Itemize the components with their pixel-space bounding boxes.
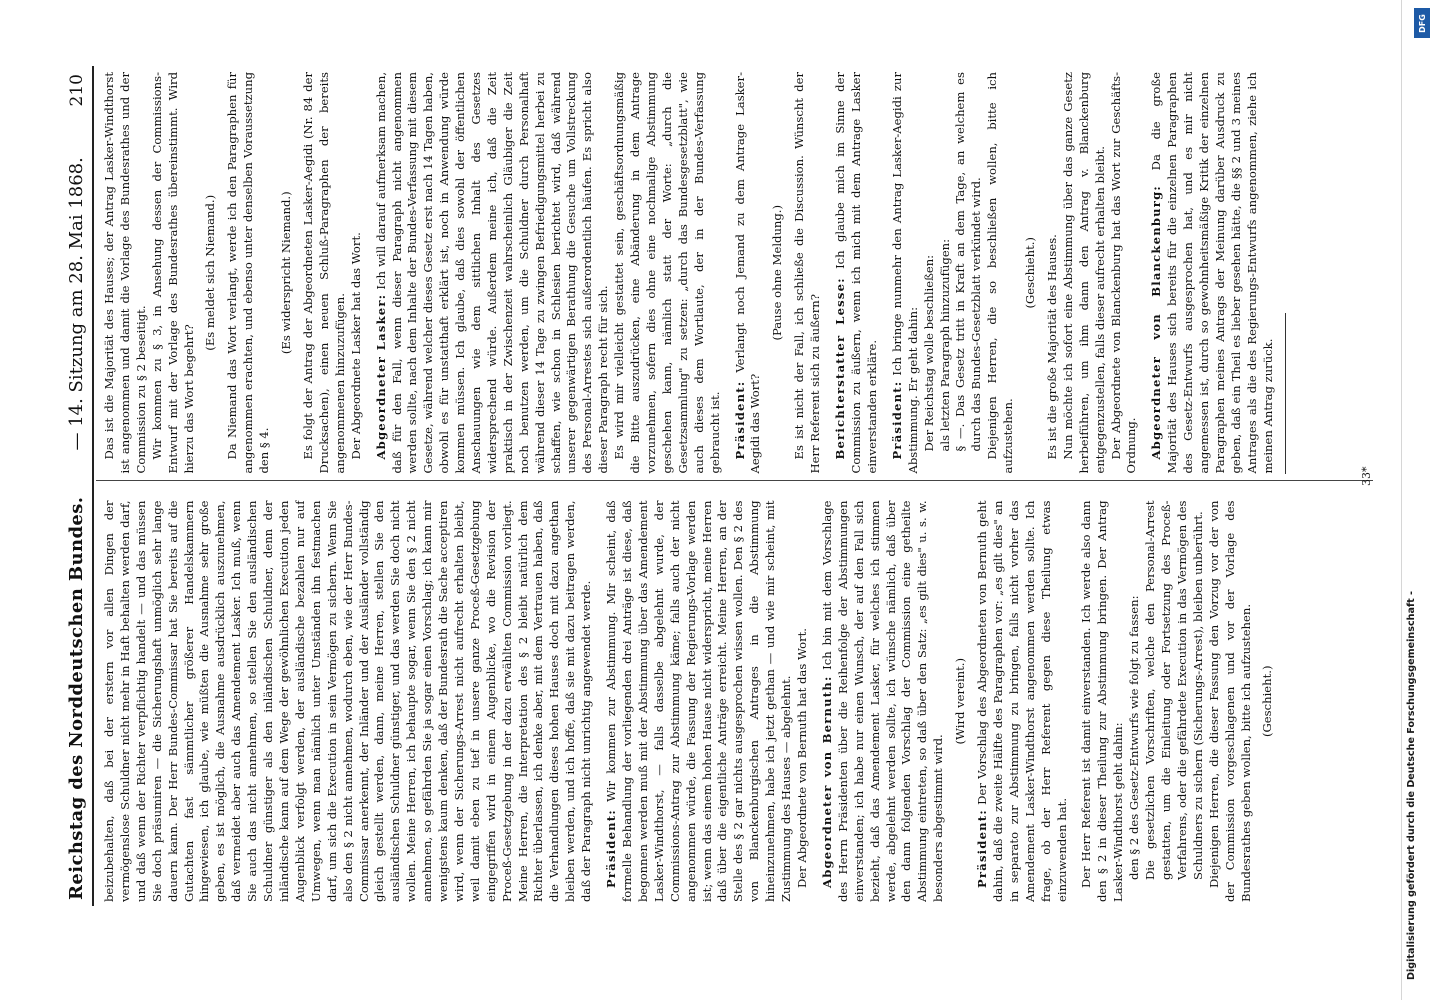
right-antrag-line-2: als letzten Paragraph hinzuzufügen: bbox=[937, 238, 952, 452]
speech-text: Der Vorschlag des Abgeordneten von Bernuth geht dahin, daß die zweite Hälfte des Paragraphen vor: „es gilt dies" an in separato zur Abstimmung zu bringen, falls nicht vorher das Amendement Lasker-Windthorst angenommen werden sollte. Ich frage, ob der Herr Referent gegen diese Theilung etwas einzuwenden hat. bbox=[975, 500, 1069, 902]
column-divider bbox=[96, 480, 1373, 481]
speaker-label: Präsident: bbox=[975, 809, 990, 888]
right-para-9: Nun möchte ich sofort eine Abstimmung über das ganze Gesetz herbeiführen, um ihm dann den Antrag v. Blanckenburg entgegenzustellen, falls dieser aufrecht erhalten bleibt. bbox=[1060, 72, 1107, 474]
right-para-8: Es ist die große Majorität des Hauses. bbox=[1044, 234, 1059, 460]
left-abgeordneter-line: Der Abgeordnete von Bernuth hat das Wort. bbox=[794, 628, 809, 888]
end-rule bbox=[1285, 313, 1286, 474]
right-para-5: Der Abgeordnete Lasker hat das Wort. bbox=[348, 232, 363, 460]
left-geschieht: (Geschieht.) bbox=[1260, 665, 1275, 737]
speech-text: Ich bin mit dem Vorschlage des Herrn Präsidenten über die Reihenfolge der Abstimmungen einverstanden; ich habe nur einen Wunsch, der auf den Fall sich bezieht, daß das Amendement Lasker, für welches ich stimmen werde, abgelehnt werden sollte, ich wünsche nämlich, daß über den dann folgenden Vorschlag der Commission eine getheilte Abstimmung eintreten, so daß über den Satz: „es gilt dies" u. s. w. besonders abgestimmt wird. bbox=[819, 500, 946, 902]
dfg-logo-text: DFG bbox=[1417, 13, 1427, 33]
speaker-label: Abgeordneter von Blanckenburg: bbox=[1149, 185, 1164, 460]
speech-text: Wir kommen zur Abstimmung. Mir scheint, daß formelle Behandlung der vorliegenden drei Anträge ist diese, daß begonnen werden muß mit der Abstimmung über das Amendement Lasker-Windthorst, — falls dasselbe abgelehnt wurde, der Commissions-Antrag zur Abstimmung käme; falls auch der nicht angenommen würde, die Fassung der Regierungs-Vorlage werden ist; wenn das einem hohen Hause nicht widerspricht, meine Herren daß über die eigentliche Anträge erreicht. Meine Herren, an der Stelle des § 2 gar nichts ausgesprochen wissen wollen. Den § 2 des von Blanckenburgischen Antrages in die Abstimmung hineinzunehmen, habe ich jetzt gethan — und wie mir scheint, mit Zustimmung des Hauses — abgelehnt. bbox=[604, 500, 794, 902]
speech-text: Da die große Majorität des Hauses sich bereits für die einzelnen Paragraphen des Gesetz-Entwurfs ausgesprochen hat, und es mir nicht angemessen ist, durch so gewohnheitsmäßige Kritik der einzelnen Paragraphen meines Antrags der Meinung darüber Ausdruck zu geben, daß ein Theil es lieber gesehen hätte, die §§ 2 und 3 meines Antrages als die des Regierungs-Entwurfs angenommen, ziehe ich meinen Antrag zurück. bbox=[1149, 72, 1275, 474]
right-lasker bbox=[374, 72, 613, 474]
header-session-title: — 14. Sitzung am 28. Mai 1868. bbox=[66, 157, 87, 451]
left-list-item-2: Die gesetzlichen Vorschriften, welche den Personal-Arrest gestatten, um die Einleitung oder Fortsetzung des Proceß-Verfahrens, oder die gefährdete Execution in das Vermögen des Schuldners zu sichern (Sicherungs-Arrest), bleiben unberührt. bbox=[1143, 500, 1205, 880]
speaker-label: Abgeordneter Lasker: bbox=[373, 293, 388, 460]
speech-text: Ich bringe nunmehr den Antrag Lasker-Aegidi zur Abstimmung. Er geht dahin: bbox=[889, 72, 920, 474]
right-para-4: Es folgt der Antrag der Abgeordneten Lasker-Aegidi (Nr. 84 der Drucksachen), einen neuen Schluß-Paragraphen der bereits angenommenen hinzuzufügen. bbox=[300, 72, 347, 474]
left-wird-vereint: (Wird vereint.) bbox=[953, 658, 968, 745]
speech-text: Verlangt noch Jemand zu dem Antrage Lasker-Aegidi das Wort? bbox=[732, 72, 763, 474]
speech-text: Ich glaube mich im Sinne der Commission zu äußern, wenn ich mich mit dem Antrage Lasker einverstanden erkläre. bbox=[833, 72, 879, 474]
scan-edge-line bbox=[1401, 0, 1402, 1000]
left-president-2 bbox=[975, 500, 1070, 902]
right-berichterstatter bbox=[833, 72, 881, 474]
speech-text: Ich will darauf aufmerksam machen, daß für den Fall, wenn dieser Paragraph nicht angenommen werden sollte, nach dem Inhalte der Bundes-Verfassung mit diesem Gesetze, während welcher dieses Gesetz erst nach 14 Tagen haben, obwohl es für unstatthaft erklärt ist, noch in Anwendung würde kommen müssen. Ich glaube, daß dies sowohl der öffentlichen Anschauungen wie dem sittlichen Inhalt des Gesetzes widersprechend würde. Außerdem meine ich, daß die Zeit praktisch in der Zwischenzeit wahrscheinlich Gläubiger die Zeit noch benutzen werden, um die Schuldner durch Personalhaft während dieser 14 Tage zu zwingen Befriedigungsmittel herbei zu schaffen, wie schon in Schlesien berichtet wird, daß während unserer gegenwärtigen Berathung die Gesuche um Vollstreckung des Personal-Arrestes sich außerordentlich häufen. Es spricht also dieser Paragraph recht für sich. bbox=[373, 72, 611, 474]
right-opening: Das ist die Majorität des Hauses; der Antrag Lasker-Windthorst ist angenommen und damit die Vorlage des Bundesrathes und der Commission zu § 2 beseitigt. bbox=[102, 72, 148, 474]
speaker-label: Abgeordneter von Bernuth: bbox=[819, 675, 834, 888]
right-column bbox=[102, 72, 1373, 474]
right-para-7: Es ist nicht der Fall, ich schließe die Discussion. Wünscht der Herr Referent sich zu äußern? bbox=[792, 72, 823, 474]
left-closing: Diejenigen Herren, die dieser Fassung den Vorzug vor der von der Commission vorgeschlagenen und vor der Vorlage des Bundesrathes geben wollen, bitte ich aufzustehen. bbox=[1206, 500, 1253, 902]
left-column bbox=[102, 500, 1373, 902]
speaker-label: Berichterstatter Lesse: bbox=[833, 277, 848, 460]
right-antrag-line-3: § —. Das Gesetz tritt in Kraft an dem Tage, an welchem es durch das Bundes-Gesetzblatt verkündet wird. bbox=[953, 72, 984, 452]
right-para-2: Wir kommen zu § 3, in Ansehung dessen der Commissions-Entwurf mit der Vorlage des Bundesrathes übereinstimmt. Wird hierzu das Wort begehrt? bbox=[149, 72, 196, 474]
speaker-label: Präsident: bbox=[889, 380, 904, 460]
right-para-3: Da Niemand das Wort verlangt, werde ich den Paragraphen für angenommen erachten, und ebenso unter denselben Voraussetzung den § 4. bbox=[225, 72, 272, 474]
right-pause: (Pause ohne Meldung.) bbox=[770, 204, 785, 341]
header-left-title: Reichstag des Norddeutschen Bundes. bbox=[66, 496, 87, 900]
header-right bbox=[66, 66, 87, 497]
left-bernuth bbox=[820, 500, 947, 902]
right-geschieht: (Geschieht.) bbox=[1023, 237, 1038, 309]
speaker-label: Präsident: bbox=[604, 809, 619, 888]
running-header bbox=[38, 66, 94, 906]
left-president-1 bbox=[604, 500, 795, 902]
digitization-notice: Digitalisierung gefördert durch die Deutsche Forschungsgemeinschaft - bbox=[1406, 590, 1417, 980]
left-list-item-1: den § 2 des Gesetz-Entwurfs wie folgt zu fassen: bbox=[1127, 595, 1142, 880]
right-para-10: Der Abgeordnete von Blanckenburg hat das Wort zur Geschäfts-Ordnung. bbox=[1108, 72, 1139, 474]
right-widerspricht: (Es widerspricht Niemand.) bbox=[279, 191, 294, 355]
right-zustimmung: Diejenigen Herren, die so beschließen wollen, bitte ich aufzustehen. bbox=[985, 72, 1016, 474]
dfg-logo bbox=[1414, 8, 1430, 38]
speaker-label: Präsident: bbox=[732, 380, 747, 460]
header-page-number: 210 bbox=[67, 74, 87, 107]
right-blanckenburg bbox=[1149, 72, 1276, 474]
page-folio: 33* bbox=[1360, 466, 1373, 486]
left-referent-line: Der Herr Referent ist damit einverstanden. Ich werde also dann den § 2 in dieser Theilung zur Abstimmung bringen. Der Antrag Lasker-Windthorst geht dahin: bbox=[1079, 500, 1126, 902]
rotated-page-content bbox=[38, 66, 1373, 906]
right-antrag-line-1: Der Reichstag wolle beschließen: bbox=[921, 254, 936, 452]
right-para-6: Es wird mir vielleicht gestattet sein, geschäftsordnungsmäßig die Bitte auszudrücken, eine Abänderung in dem Antrage vorzunehmen, sofern dies ohne eine nochmalige Abstimmung geschehen kann, nämlich statt der Worte: „durch die Gesetzsammlung" zu setzen: „durch das Bundesgesetzblatt", wie auch dieses dem Wortlaute, der in der Bundes-Verfassung gebraucht ist. bbox=[612, 72, 722, 474]
right-niemand: (Es meldet sich Niemand.) bbox=[203, 194, 218, 351]
right-president-a bbox=[733, 72, 765, 474]
right-president-b bbox=[890, 72, 922, 474]
left-para-1: beizubehalten, daß bei der erstern vor allen Dingen der vermögenslose Schuldner nicht mehr in Haft behalten werden darf, und daß wenn der Richter verpflichtig handelt — und das müssen Sie doch präsumiren — die Sicherungshaft unmöglich sehr lange dauern kann. Der Herr Bundes-Commissar hat Sie bereits auf die Gutachten fast sämmtlicher größerer Handelskammern hingewiesen, ich glaube, wie müßten die Ausnahme sehr große geben, es ist möglich, die Ausnahme ausdrücklich auszunehmen, daß vermeidet aber auch das Amendement Lasker. Ich muß, wenn Sie auch das nicht annehmen, so stellen Sie den ausländischen Schuldner günstiger als den inländischen Schuldner, denn der inländische kann auf dem Wege der gewöhnlichen Execution jeden Augenblick verfolgt werden, der ausländische bezahlen nur auf Umwegen, wenn man nämlich unter Umständen ihn festmachen darf, um sich die Execution in sein Vermögen zu sichern. Wenn Sie also den § 2 nicht annehmen, wodurch eben, wie der Herr Bundes-Commissar anerkennt, der Inländer und der Ausländer vollständig gleich gestellt werden, dann, meine Herren, stellen Sie den ausländischen Schuldner günstiger, und das werden Sie doch nicht wollen. Meine Herren, ich behaupte sogar, wenn Sie den § 2 nicht annehmen, so gefährden Sie ja sogar einen Vorschlag; ich kann mir wenigstens kaum denken, daß der Bundesrath die Sache acceptiren wird, wenn der Sicherungs-Arrest nicht aufrecht erhalten bleibt, weil damit eben zu tief in unsere ganze Proceß-Gesetzgebung eingegriffen wird in einem Augenblicke, wo die Revision der Proceß-Gesetzgebung in der dazu erwählten Commission vorliegt. Meine Herren, die Interpretation des § 2 bleibt natürlich dem Richter überlassen, ich denke aber, mit dem Vertrauen haben, daß die Verhandlungen dieses hohen Hauses doch mit dazu angethan bleiben werden, und ich hoffe, daß sie mit dazu beitragen werden, daß der Paragraph nicht unrichtig angewendet werde. bbox=[102, 500, 594, 902]
